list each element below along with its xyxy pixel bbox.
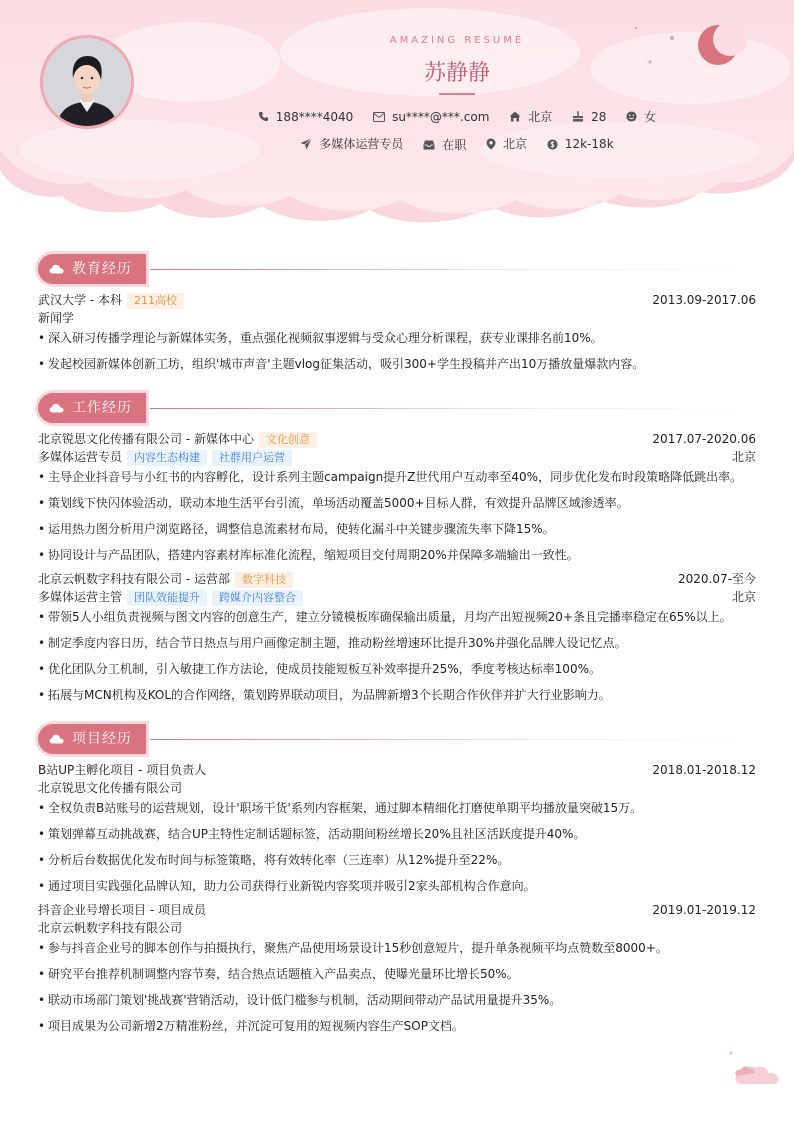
section-pill: 教育经历: [38, 254, 146, 284]
project-title: 抖音企业号增长项目 - 项目成员: [38, 903, 206, 917]
work-bullet: • 制定季度内容日历，结合节日热点与用户画像定制主题，推动粉丝增速环比提升30%并强化品牌人设记忆点。: [38, 634, 756, 652]
send-icon: [300, 138, 312, 150]
skill-tag: 团队效能提升: [127, 590, 207, 606]
cloud-icon: [49, 264, 64, 274]
school-name: 武汉大学 - 本科: [38, 293, 122, 307]
work-date: 2017.07-2020.06: [652, 432, 756, 446]
location-icon: [486, 138, 496, 150]
job-status: 在职: [423, 136, 466, 153]
work-date: 2020.07-至今: [678, 572, 756, 586]
education-bullet: • 深入研习传播学理论与新媒体实务，重点强化视频叙事逻辑与受众心理分析课程，获专业课排名前10%。: [38, 329, 756, 347]
project-bullet: • 联动市场部门策划'挑战赛'营销活动，设计低门槛参与机制，活动期间带动产品试用量提升35%。: [38, 991, 756, 1009]
projects-section-header: [38, 724, 758, 754]
project-bullet: • 通过项目实践强化品牌认知，助力公司获得行业新锐内容奖项并吸引2家头部机构合作意向。: [38, 877, 756, 895]
work-bullet: • 拓展与MCN机构及KOL的合作网络，策划跨界联动项目，为品牌新增3个长期合作伙伴并扩大行业影响力。: [38, 686, 756, 704]
project-date: 2018.01-2018.12: [652, 763, 756, 777]
education-bullet: • 发起校园新媒体创新工坊，组织'城市声音'主题vlog征集活动，吸引300+学生投稿并产出10万播放量爆款内容。: [38, 355, 756, 373]
work-entry-header: [38, 430, 756, 448]
salary-icon: [547, 139, 558, 150]
contact-gender: 女: [626, 108, 656, 125]
work-section-header: [38, 393, 758, 423]
project-bullet: • 参与抖音企业号的脚本创作与拍摄执行，聚焦产品使用场景设计15秒创意短片，提升单条视频平均点赞数至8000+。: [38, 939, 756, 957]
work-entry-header: [38, 570, 756, 588]
job-location: 北京: [486, 135, 527, 152]
major: 新闻学: [38, 311, 75, 325]
resume-tagline: AMAZING RESUME: [389, 35, 525, 46]
skill-tag: 社群用户运营: [212, 450, 292, 466]
school-tag: 211高校: [127, 293, 184, 309]
job-role: 多媒体运营主管: [38, 590, 123, 604]
home-icon: [509, 111, 521, 122]
cloud-decoration-icon: [728, 1050, 786, 1086]
cloud-icon: [49, 734, 64, 744]
industry-tag: 数字科技: [235, 572, 293, 588]
work-bullet: • 协同设计与产品团队，搭建内容素材库标准化流程，缩短项目交付周期20%并保障多端输出一致性。: [38, 546, 756, 564]
job-position: 多媒体运营专员: [300, 135, 403, 152]
section-pill: 项目经历: [38, 724, 146, 754]
inbox-icon: [423, 140, 435, 150]
mail-icon: [373, 112, 385, 122]
project-bullet: • 研究平台推荐机制调整内容节奏，结合热点话题植入产品卖点，使曝光量环比增长50%。: [38, 965, 756, 983]
contact-email: su****@***.com: [373, 110, 489, 124]
work-bullet: • 优化团队分工机制，引入敏捷工作方法论，使成员技能短板互补效率提升25%，季度考核达标率100%。: [38, 660, 756, 678]
work-bullet: • 主导企业抖音号与小红书的内容孵化，设计系列主题campaign提升Z世代用户互动率至40%，同步优化发布时段策略降低跳出率。: [38, 468, 756, 486]
work-bullet: • 策划线下快闪体验活动，联动本地生活平台引流，单场活动覆盖5000+目标人群，有效提升品牌区域渗透率。: [38, 494, 756, 512]
project-bullet: • 策划弹幕互动挑战赛，结合UP主特性定制话题标签，活动期间粉丝增长20%且社区活跃度提升40%。: [38, 825, 756, 843]
company-name: 北京锐思文化传播有限公司 - 新媒体中心: [38, 432, 254, 446]
project-entry-header: [38, 901, 756, 919]
section-divider: [150, 739, 755, 740]
work-bullet: • 带领5人小组负责视频与图文内容的创意生产，建立分镜模板库确保输出质量，月均产出短视频20+条且完播率稳定在65%以上。: [38, 608, 756, 626]
project-bullet: • 分析后台数据优化发布时间与标签策略，将有效转化率（三连率）从12%提升至22%。: [38, 851, 756, 869]
work-bullet: • 运用热力图分析用户浏览路径，调整信息流素材布局，使转化漏斗中关键步骤流失率下降15%。: [38, 520, 756, 538]
job-salary: 12k-18k: [547, 137, 614, 151]
project-org-row: [38, 779, 756, 797]
project-entry-header: [38, 761, 756, 779]
project-date: 2019.01-2019.12: [652, 903, 756, 917]
skill-tag: 内容生态构建: [127, 450, 207, 466]
education-date: 2013.09-2017.06: [652, 293, 756, 307]
project-bullet: • 项目成果为公司新增2万精准粉丝，并沉淀可复用的短视频内容生产SOP文档。: [38, 1017, 756, 1035]
contact-age: 28: [572, 110, 606, 124]
candidate-name: 苏静静: [423, 61, 490, 86]
work-role-row: [38, 448, 756, 466]
cloud-icon: [49, 403, 64, 413]
section-divider: [150, 269, 755, 270]
contact-row: [0, 108, 794, 125]
contact-city: 北京: [509, 108, 552, 125]
job-role: 多媒体运营专员: [38, 450, 123, 464]
project-org: 北京云帆数字科技有限公司: [38, 921, 183, 935]
contact-phone: 188****4040: [258, 110, 353, 124]
project-org: 北京锐思文化传播有限公司: [38, 781, 183, 795]
name-underline: [439, 93, 475, 95]
smiley-icon: [626, 111, 637, 122]
job-intent-row: [0, 135, 794, 153]
project-bullet: • 全权负责B站账号的运营规划，设计'职场干货'系列内容框架，通过脚本精细化打磨使单期平均播放量突破15万。: [38, 799, 756, 817]
skill-tag: 跨媒介内容整合: [212, 590, 303, 606]
phone-icon: [258, 111, 269, 122]
education-entry-header: [38, 291, 756, 309]
project-org-row: [38, 919, 756, 937]
section-divider: [150, 408, 755, 409]
company-name: 北京云帆数字科技有限公司 - 运营部: [38, 572, 230, 586]
industry-tag: 文化创意: [259, 432, 317, 448]
education-major-row: [38, 309, 756, 327]
work-city: 北京: [731, 450, 756, 464]
work-city: 北京: [731, 590, 756, 604]
section-pill: 工作经历: [38, 393, 146, 423]
education-section-header: [38, 254, 758, 284]
work-role-row: [38, 588, 756, 606]
cake-icon: [572, 111, 584, 122]
project-title: B站UP主孵化项目 - 项目负责人: [38, 763, 207, 777]
